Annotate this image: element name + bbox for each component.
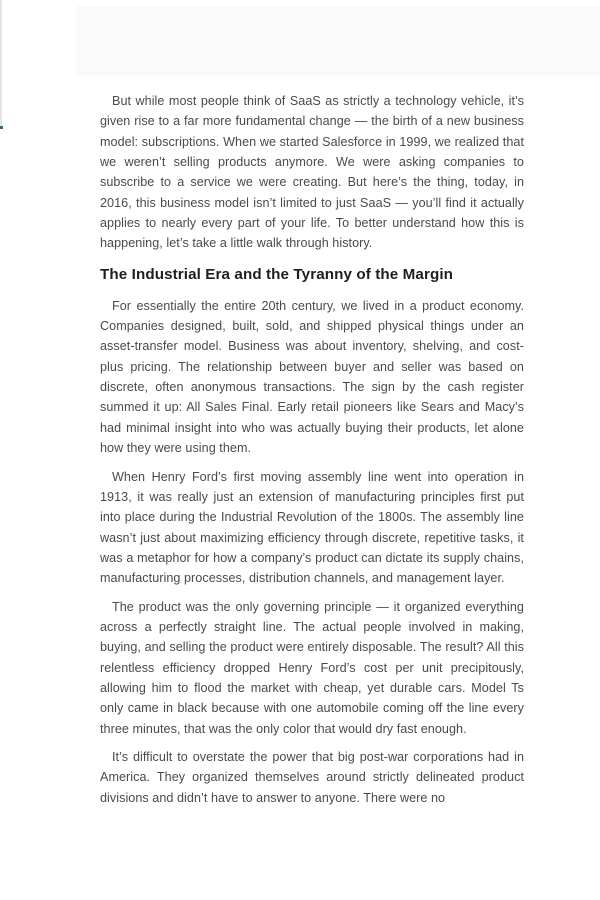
paragraph-governing-principle: The product was the only governing principle — it organized everything across a perfectly straight line. The actual people involved in making, buying, and selling the product were entirely disposable. The result? All this relentless efficiency dropped Henry Ford’s cost per unit precipitously, allowing him to flood the market with cheap, yet durable cars. Model Ts only came in black because with one automobile coming off the line every three minutes, that was the only color that would dry fast enough. [100, 599, 524, 736]
paragraph-product-economy: For essentially the entire 20th century, we lived in a product economy. Companies designed, built, sold, and shipped physical things under an asset-transfer model. Business was about inventory, shelving, and cost-plus pricing. The relationship between buyer and seller was based on discrete, often anonymous transactions. The sign by the cash register summed it up: All Sales Final. Early retail pioneers like Sears and Macy’s had minimal insight into who was actually buying their products, let alone how they were using them. [100, 298, 524, 456]
paragraph-saas-subscriptions: But while most people think of SaaS as strictly a technology vehicle, it’s given rise to a far more fundamental change — the birth of a new business model: subscriptions. When we started Salesforce in 1999, we realized that we weren’t selling products anymore. We were asking companies to subscribe to a service we were creating. But here’s the thing, today, in 2016, this business model isn’t limited to just SaaS — you’ll find it actually applies to nearly every part of your life. To better understand how this is happening, let’s take a little walk through history. [100, 94, 524, 251]
section-heading: The Industrial Era and the Tyranny of the Margin [100, 265, 454, 283]
page-header-band [76, 6, 600, 76]
page-body [100, 91, 524, 808]
paragraph-henry-ford-assembly-line: When Henry Ford’s first moving assembly line went into operation in 1913, it was really just an extension of manufacturing principles first put into place during the Industrial Revolution of the 1800s. The assembly line wasn’t just about maximizing efficiency through discrete, repetitive tasks, it was a metaphor for how a company’s product can dictate its supply chains, manufacturing processes, distribution channels, and management layer. [100, 469, 524, 586]
left-margin-marker [0, 126, 3, 129]
left-margin-rule [0, 0, 2, 126]
paragraph-post-war-corporations: It’s difficult to overstate the power that big post-war corporations had in America. They organized themselves around strictly delineated product divisions and didn’t have to answer to anyone. There were no [100, 749, 524, 805]
